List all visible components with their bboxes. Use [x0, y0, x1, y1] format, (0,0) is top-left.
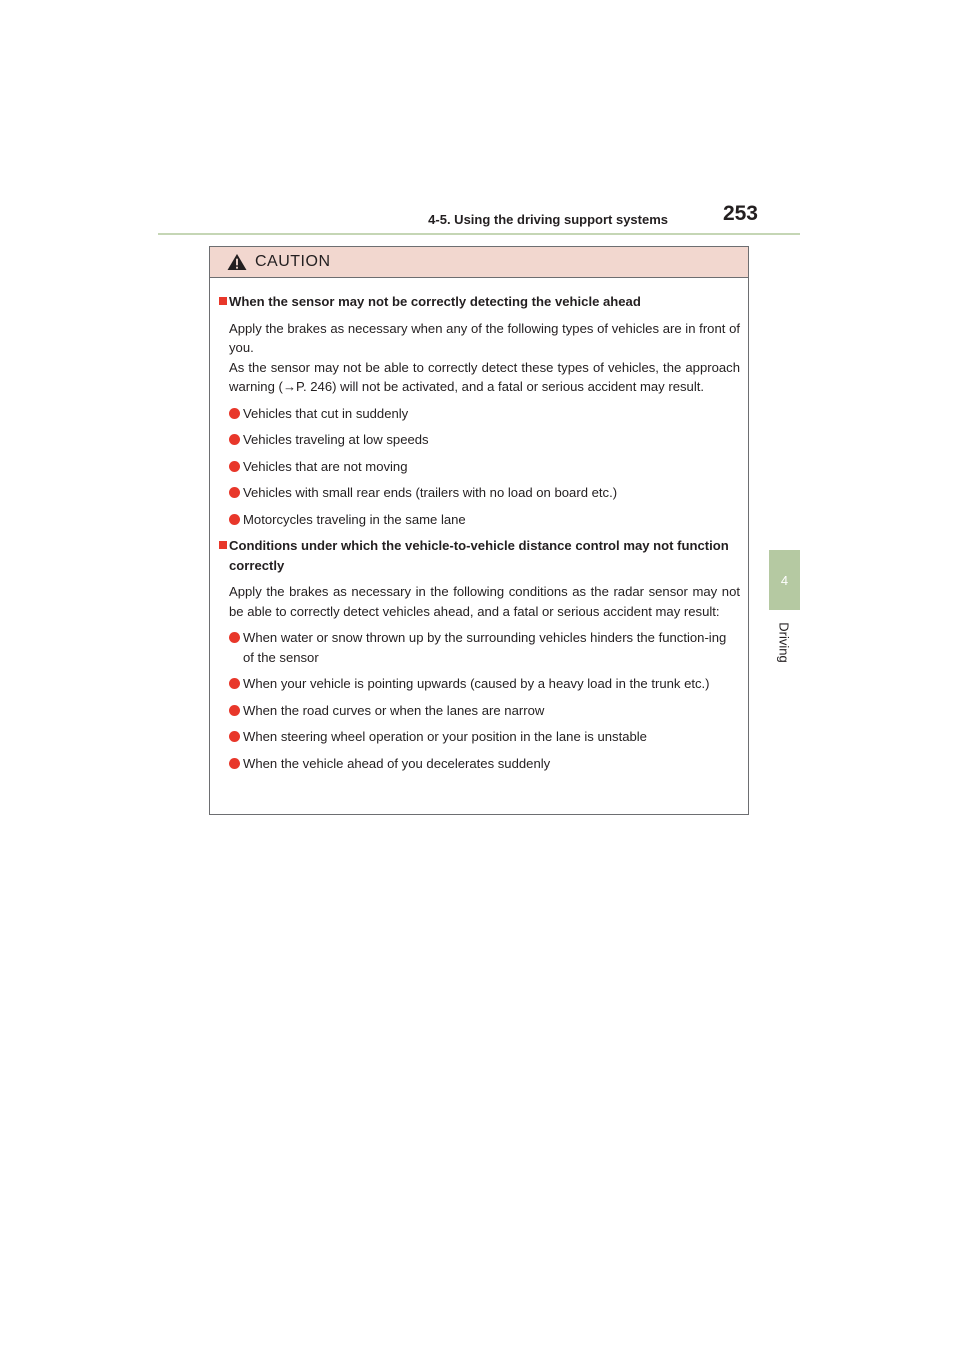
- circle-bullet-icon: [229, 487, 240, 498]
- warning-triangle-icon: [226, 253, 248, 271]
- circle-bullet-icon: [229, 632, 240, 643]
- circle-bullet-icon: [229, 434, 240, 445]
- paragraph: Apply the brakes as necessary in the following conditions as the radar sensor may not be able to correctly detect vehicles ahead, and a fatal or serious accident may result:: [229, 584, 740, 619]
- header-divider: [158, 233, 800, 235]
- paragraph: Apply the brakes as necessary when any of the following types of vehicles are in front of you. As the sensor may not be able to correctly detect these types of vehicles, the approach warning (→P. 246) will not be activated, and a fatal or serious accident may result.: [229, 320, 740, 394]
- list-item: Vehicles traveling at low speeds: [220, 430, 740, 450]
- list-item: When the road curves or when the lanes are narrow: [220, 701, 740, 721]
- circle-bullet-icon: [229, 514, 240, 525]
- section-heading: When the sensor may not be correctly detecting the vehicle ahead: [220, 292, 740, 312]
- chapter-tab: [769, 550, 800, 610]
- caution-title: CAUTION: [255, 253, 331, 270]
- list-item: When steering wheel operation or your position in the lane is unstable: [220, 727, 740, 747]
- list-item: Vehicles with small rear ends (trailers with no load on board etc.): [220, 483, 740, 503]
- circle-bullet-icon: [229, 731, 240, 742]
- square-bullet-icon: [219, 541, 227, 549]
- list-item: Vehicles that cut in suddenly: [220, 404, 740, 424]
- circle-bullet-icon: [229, 758, 240, 769]
- chapter-label-text: Driving: [777, 621, 792, 663]
- section-title: 4-5. Using the driving support systems: [428, 212, 668, 227]
- square-bullet-icon: [219, 297, 227, 305]
- caution-body: [210, 278, 748, 773]
- list-item: When your vehicle is pointing upwards (caused by a heavy load in the trunk etc.): [220, 674, 740, 694]
- chapter-label: [769, 612, 800, 672]
- page-number: 253: [722, 202, 758, 225]
- page-header: [158, 200, 800, 234]
- list-item: Vehicles that are not moving: [220, 457, 740, 477]
- list-item: When water or snow thrown up by the surrounding vehicles hinders the function-ing of the sensor: [220, 628, 740, 667]
- list-item: When the vehicle ahead of you decelerates suddenly: [220, 754, 740, 774]
- caution-box: [209, 246, 749, 815]
- circle-bullet-icon: [229, 461, 240, 472]
- circle-bullet-icon: [229, 705, 240, 716]
- list-item: Motorcycles traveling in the same lane: [220, 510, 740, 530]
- circle-bullet-icon: [229, 678, 240, 689]
- chapter-number: 4: [780, 572, 789, 588]
- circle-bullet-icon: [229, 408, 240, 419]
- section-heading: Conditions under which the vehicle-to-vehicle distance control may not function correctly: [220, 536, 740, 575]
- caution-header: [210, 247, 748, 278]
